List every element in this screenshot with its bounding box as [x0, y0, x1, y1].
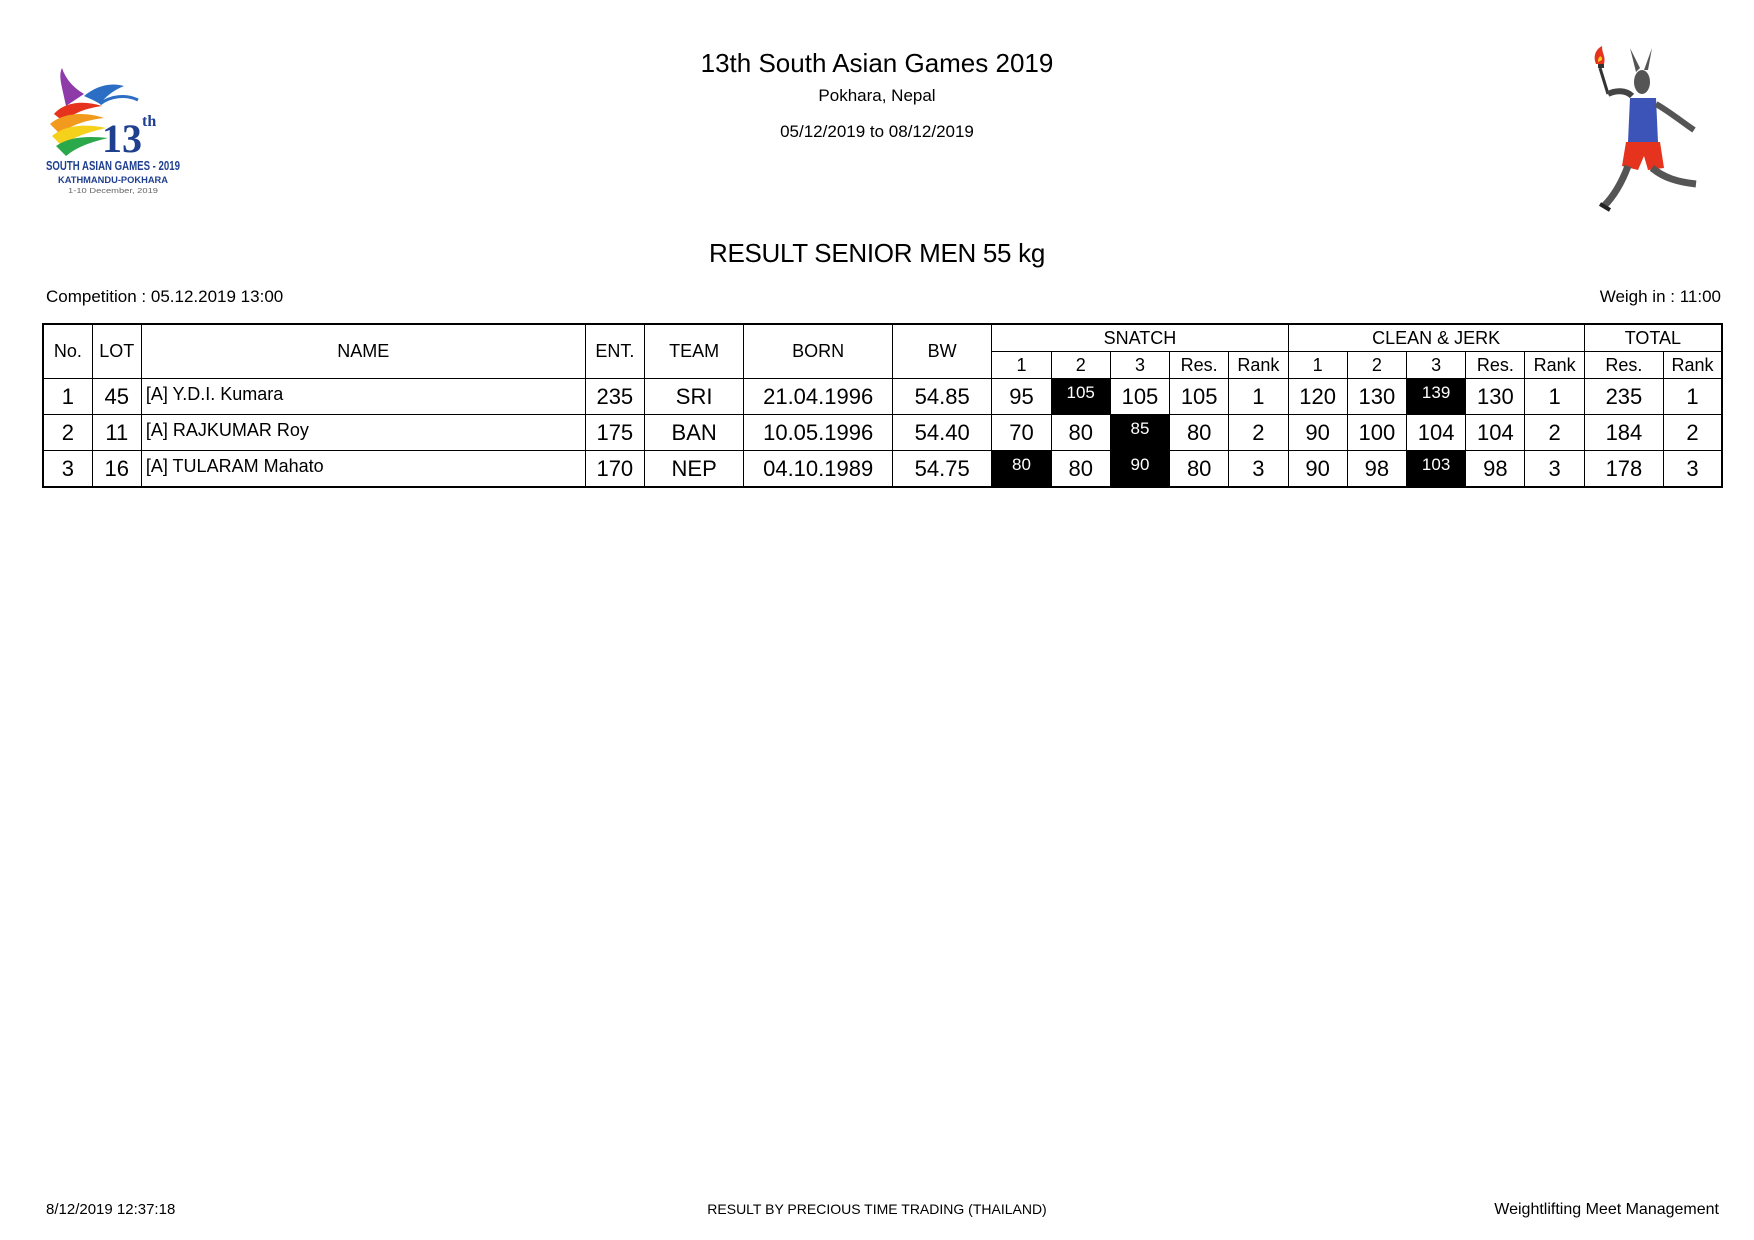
- cell-born: 10.05.1996: [744, 415, 893, 451]
- header-cj-res: Res.: [1466, 352, 1525, 379]
- cell-cj-rank: 3: [1525, 451, 1584, 488]
- cell-cj-rank: 2: [1525, 415, 1584, 451]
- logo-suffix: th: [142, 113, 157, 130]
- cell-bw: 54.85: [892, 379, 991, 415]
- result-title: RESULT SENIOR MEN 55 kg: [708, 238, 1045, 268]
- header-snatch: SNATCH: [992, 324, 1288, 352]
- cell-lot: 45: [92, 379, 141, 415]
- cell-team: BAN: [644, 415, 743, 451]
- header-team: TEAM: [644, 324, 743, 379]
- cell-cj-attempt: 120: [1288, 379, 1347, 415]
- cell-snatch-attempt: 80: [1051, 415, 1110, 451]
- cell-snatch-attempt: 90: [1110, 451, 1169, 488]
- cell-cj-attempt: 98: [1347, 451, 1406, 488]
- logo-line1: SOUTH ASIAN GAMES - 2019: [46, 158, 180, 173]
- header-name: NAME: [141, 324, 585, 379]
- cell-ent: 170: [585, 451, 644, 488]
- cell-snatch-res: 105: [1170, 379, 1229, 415]
- cell-snatch-attempt: 105: [1110, 379, 1169, 415]
- cell-no: 1: [43, 379, 92, 415]
- result-credit: RESULT BY PRECIOUS TIME TRADING (THAILAND): [707, 1201, 1047, 1217]
- header-snatch-2: 2: [1051, 352, 1110, 379]
- event-location: Pokhara, Nepal: [818, 86, 936, 105]
- cell-born: 21.04.1996: [744, 379, 893, 415]
- header-lot: LOT: [92, 324, 141, 379]
- cell-cj-attempt: 90: [1288, 451, 1347, 488]
- logo-line3: 1-10 December, 2019: [68, 188, 159, 195]
- cell-cj-attempt: 130: [1347, 379, 1406, 415]
- cell-ent: 235: [585, 379, 644, 415]
- cell-cj-attempt: 139: [1407, 379, 1466, 415]
- logo-line2: KATHMANDU-POKHARA: [58, 175, 169, 185]
- cell-cj-attempt: 100: [1347, 415, 1406, 451]
- cell-ent: 175: [585, 415, 644, 451]
- results-table: [42, 323, 1723, 488]
- cell-snatch-attempt: 80: [992, 451, 1051, 488]
- cell-snatch-rank: 3: [1229, 451, 1288, 488]
- cell-total-rank: 2: [1664, 415, 1722, 451]
- header-total-res: Res.: [1584, 352, 1663, 379]
- cell-snatch-attempt: 70: [992, 415, 1051, 451]
- cell-snatch-res: 80: [1170, 415, 1229, 451]
- competition-time: Competition : 05.12.2019 13:00: [46, 287, 284, 306]
- software-name: Weightlifting Meet Management: [1494, 1201, 1719, 1218]
- cell-total-rank: 1: [1664, 379, 1722, 415]
- header-total-rank: Rank: [1664, 352, 1722, 379]
- header-cj-1: 1: [1288, 352, 1347, 379]
- header-total: TOTAL: [1584, 324, 1722, 352]
- cell-team: SRI: [644, 379, 743, 415]
- header-bw: BW: [892, 324, 991, 379]
- cell-cj-rank: 1: [1525, 379, 1584, 415]
- cell-snatch-attempt: 105: [1051, 379, 1110, 415]
- cell-team: NEP: [644, 451, 743, 488]
- cell-cj-attempt: 90: [1288, 415, 1347, 451]
- cell-snatch-attempt: 85: [1110, 415, 1169, 451]
- cell-cj-res: 130: [1466, 379, 1525, 415]
- event-dates: 05/12/2019 to 08/12/2019: [780, 122, 974, 141]
- cell-cj-res: 104: [1466, 415, 1525, 451]
- header-cj-2: 2: [1347, 352, 1406, 379]
- weigh-in-time: Weigh in : 11:00: [1599, 287, 1721, 306]
- cell-total-res: 235: [1584, 379, 1663, 415]
- cell-lot: 11: [92, 415, 141, 451]
- cell-snatch-rank: 1: [1229, 379, 1288, 415]
- cell-snatch-rank: 2: [1229, 415, 1288, 451]
- header-ent: ENT.: [585, 324, 644, 379]
- cell-cj-attempt: 103: [1407, 451, 1466, 488]
- cell-lot: 16: [92, 451, 141, 488]
- table-row: [43, 379, 1722, 415]
- cell-no: 2: [43, 415, 92, 451]
- cell-name: [A] Y.D.I. Kumara: [141, 379, 585, 415]
- header-cj-rank: Rank: [1525, 352, 1584, 379]
- cell-name: [A] TULARAM Mahato: [141, 451, 585, 488]
- header-cj-3: 3: [1407, 352, 1466, 379]
- cell-bw: 54.75: [892, 451, 991, 488]
- cell-no: 3: [43, 451, 92, 488]
- event-title: 13th South Asian Games 2019: [700, 48, 1054, 78]
- cell-name: [A] RAJKUMAR Roy: [141, 415, 585, 451]
- cell-cj-attempt: 104: [1407, 415, 1466, 451]
- header-snatch-1: 1: [992, 352, 1051, 379]
- cell-cj-res: 98: [1466, 451, 1525, 488]
- cell-total-res: 178: [1584, 451, 1663, 488]
- cell-total-res: 184: [1584, 415, 1663, 451]
- header-snatch-rank: Rank: [1229, 352, 1288, 379]
- cell-snatch-attempt: 95: [992, 379, 1051, 415]
- header-no: No.: [43, 324, 92, 379]
- header-snatch-3: 3: [1110, 352, 1169, 379]
- cell-snatch-attempt: 80: [1051, 451, 1110, 488]
- print-timestamp: 8/12/2019 12:37:18: [46, 1201, 176, 1218]
- cell-born: 04.10.1989: [744, 451, 893, 488]
- logo-number: 13: [102, 116, 142, 161]
- header-clean-jerk: CLEAN & JERK: [1288, 324, 1584, 352]
- cell-snatch-res: 80: [1170, 451, 1229, 488]
- cell-bw: 54.40: [892, 415, 991, 451]
- table-row: [43, 415, 1722, 451]
- header-snatch-res: Res.: [1170, 352, 1229, 379]
- table-row: [43, 451, 1722, 488]
- cell-total-rank: 3: [1664, 451, 1722, 488]
- header-born: BORN: [744, 324, 893, 379]
